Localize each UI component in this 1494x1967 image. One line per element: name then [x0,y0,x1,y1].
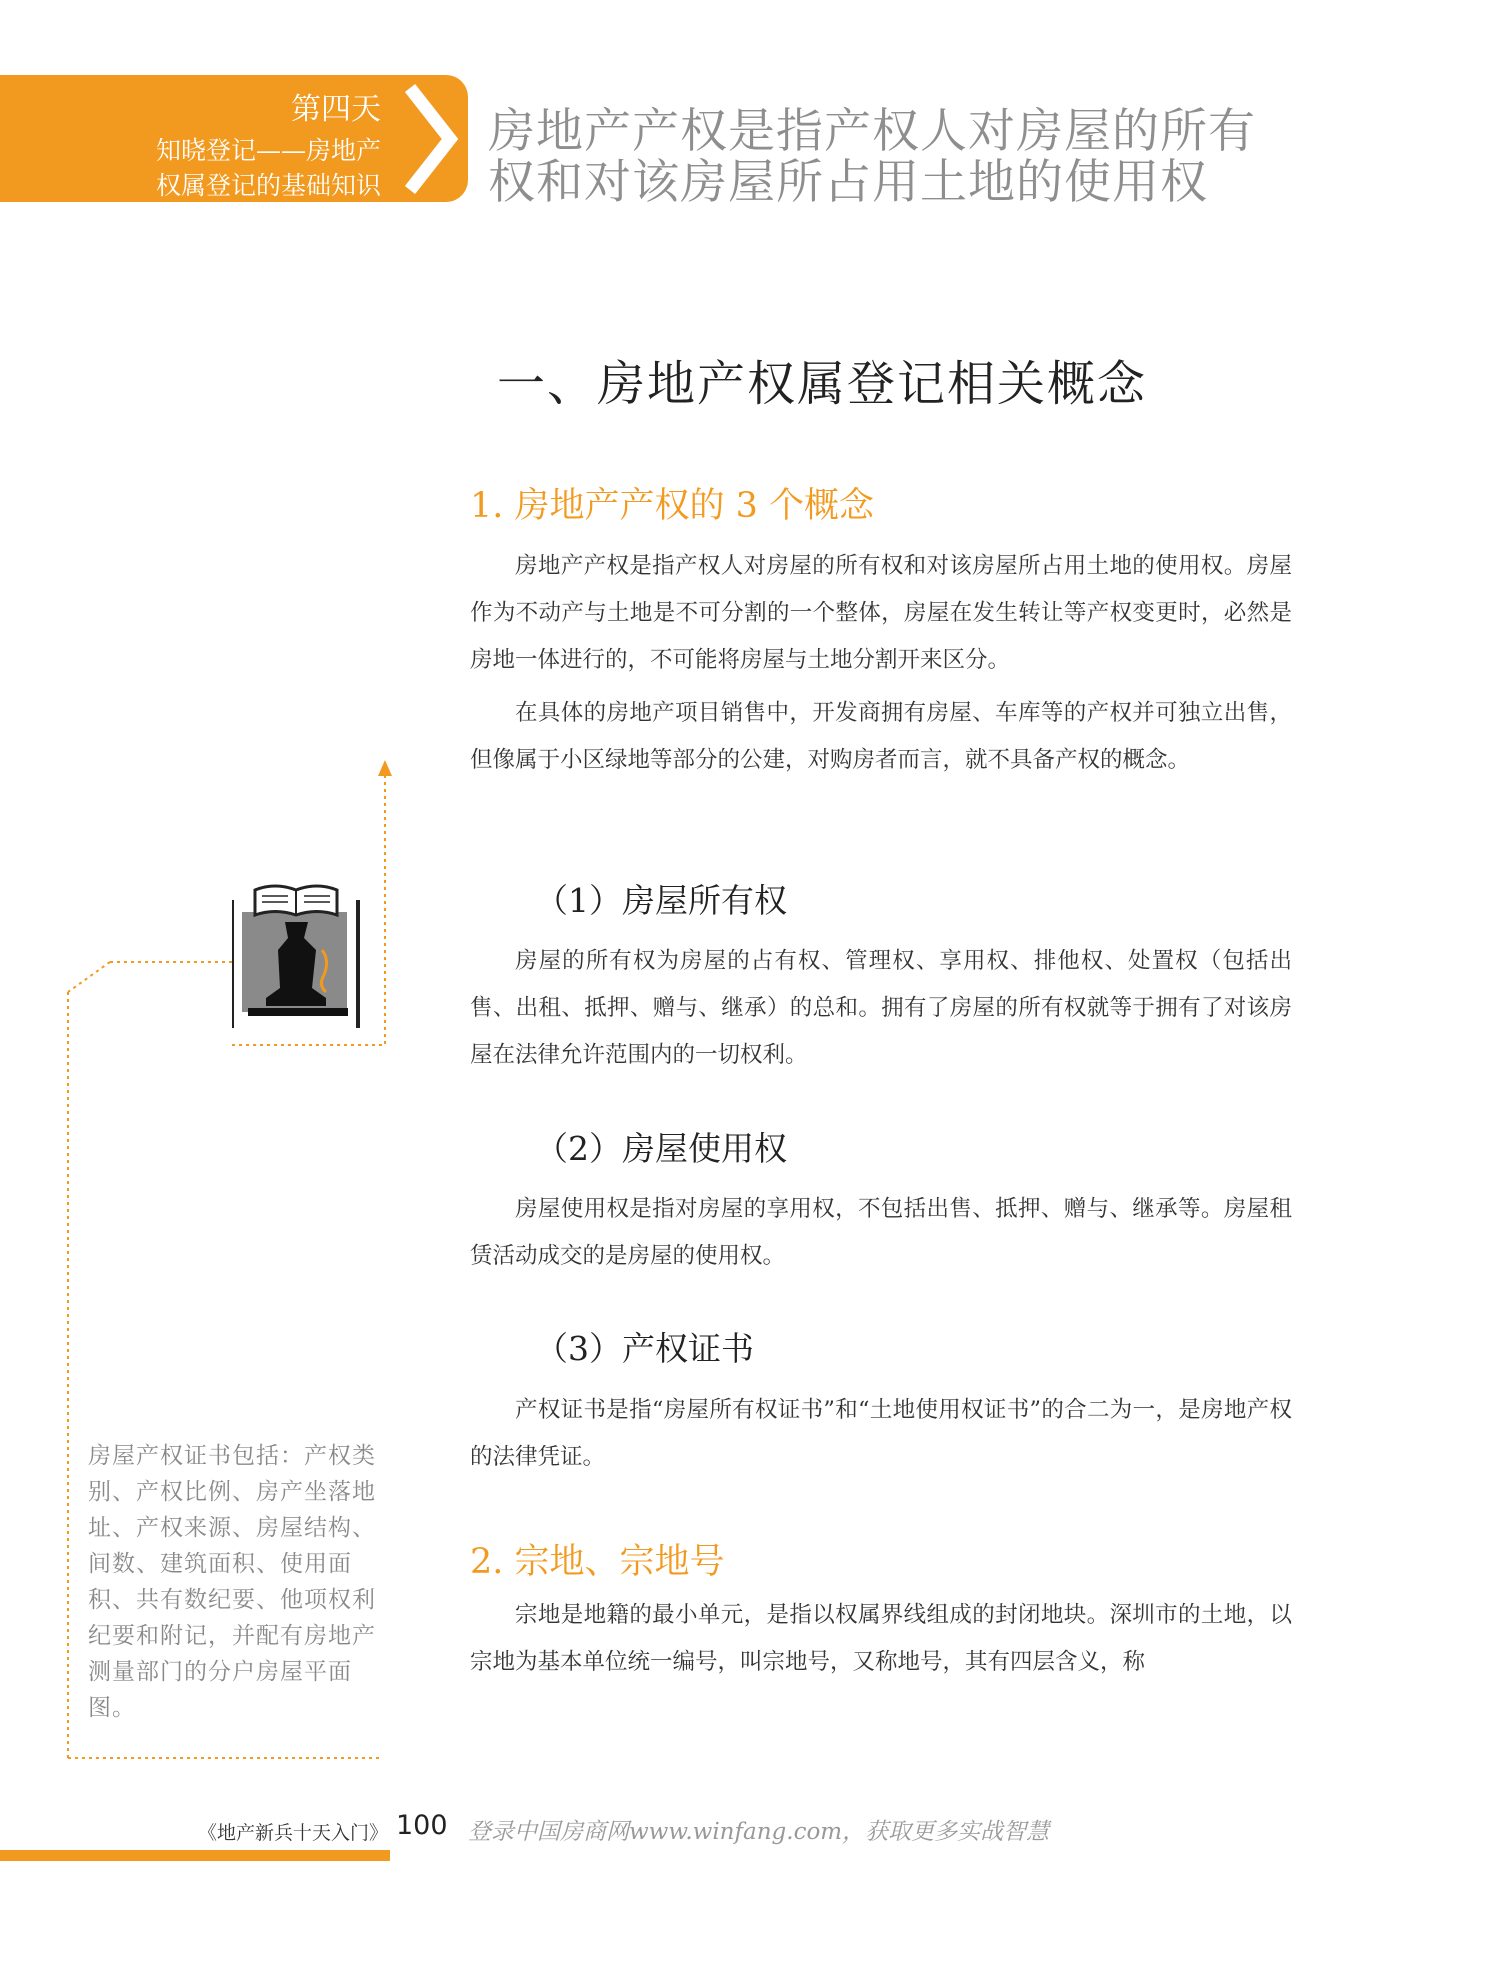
paragraph: 房屋使用权是指对房屋的享用权，不包括出售、抵押、赠与、继承等。房屋租赁活动成交的是房屋的使用权。 [470,1196,1292,1269]
section-heading: 一、房地产权属登记相关概念 [497,356,1148,412]
page-number: 100 [396,1810,448,1841]
paragraph: 宗地是地籍的最小单元，是指以权属界线组成的封闭地块。深圳市的土地，以宗地为基本单位统一编号，叫宗地号，又称地号，其有四层含义，称 [470,1602,1292,1675]
footer-slogan: 登录中国房商网www.winfang.com，获取更多实战智慧 [468,1819,1050,1845]
chapter-day: 第四天 [291,92,381,127]
header-title-line2: 权和对该房屋所占用土地的使用权 [488,155,1208,210]
item-heading: （1）房屋所有权 [535,881,787,920]
subsection-heading: 2. 宗地、宗地号 [470,1542,725,1582]
paragraph: 在具体的房地产项目销售中，开发商拥有房屋、车库等的产权并可独立出售，但像属于小区绿地等部分的公建，对购房者而言，就不具备产权的概念。 [470,700,1292,773]
item-heading: （3）产权证书 [535,1329,754,1368]
header-title-line1: 房地产产权是指产权人对房屋的所有 [488,104,1256,159]
subsection-heading: 1. 房地产产权的 3 个概念 [470,486,875,526]
paragraph: 房屋的所有权为房屋的占有权、管理权、享用权、排他权、处置权（包括出售、出租、抵押、赠与、继承）的总和。拥有了房屋的所有权就等于拥有了对该房屋在法律允许范围内的一切权利。 [470,948,1292,1068]
paragraph: 产权证书是指“房屋所有权证书”和“土地使用权证书”的合二为一，是房地产权的法律凭证。 [470,1397,1292,1470]
footer-book-title: 《地产新兵十天入门》 [198,1822,389,1844]
footer-accent-bar [0,1850,390,1861]
book-reader-icon [230,880,364,1030]
item-heading: （2）房屋使用权 [535,1129,787,1168]
chapter-subtitle-line1: 知晓登记——房地产 [155,136,381,165]
sidebar-note: 房屋产权证书包括：产权类别、产权比例、房产坐落地址、产权来源、房屋结构、间数、建筑面积、使用面积、共有数纪要、他项权利纪要和附记，并配有房地产测量部门的分户房屋平面图。 [88,1443,376,1721]
chapter-subtitle-line2: 权属登记的基础知识 [155,171,381,200]
paragraph: 房地产产权是指产权人对房屋的所有权和对该房屋所占用土地的使用权。房屋作为不动产与土地是不可分割的一个整体，房屋在发生转让等产权变更时，必然是房地一体进行的，不可能将房屋与土地分割开来区分。 [470,553,1292,673]
